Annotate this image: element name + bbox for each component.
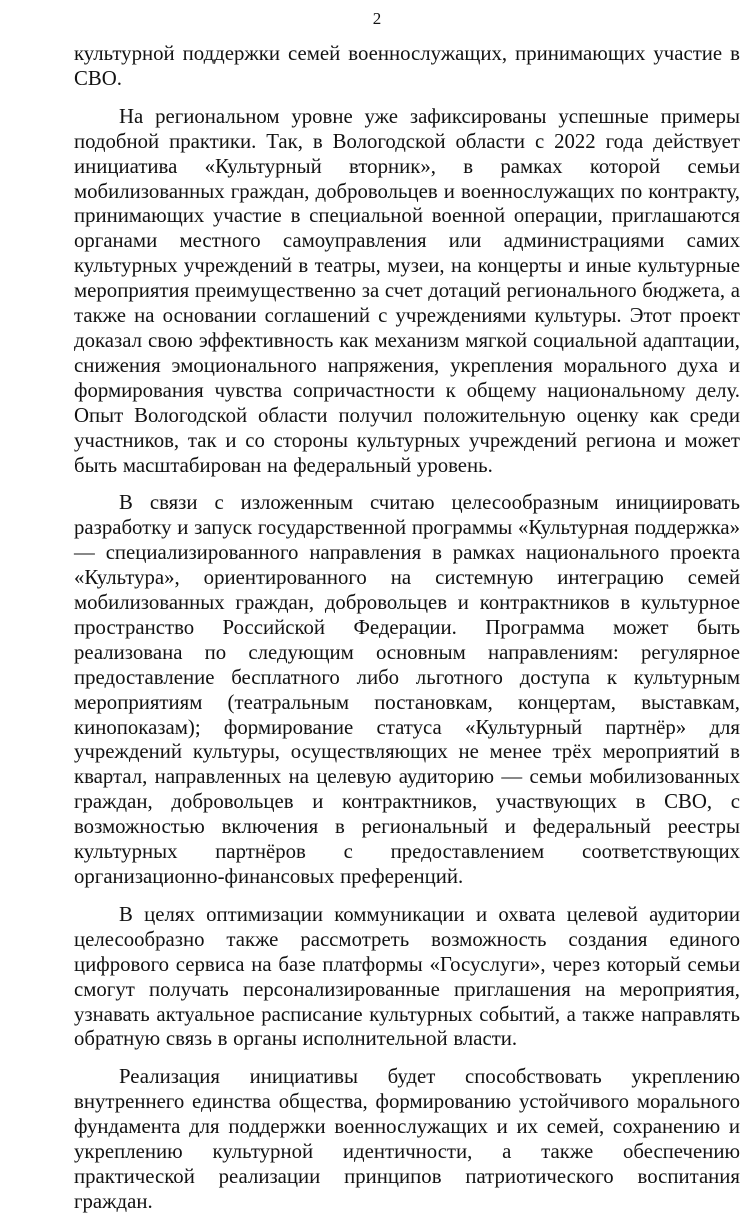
paragraph-digital-service: В целях оптимизации коммуникации и охвата целевой аудитории целесообразно также рассмотреть возможность создания единого цифрового сервиса на базе платформы «Госуслуги», через который семьи смогут получать персонализированные приглашения на мероприятия, узнавать актуальное расписание культурных событий, а также направлять обратную связь в органы исполнительной власти.	[74, 902, 740, 1051]
paragraph-continuation: культурной поддержки семей военнослужащих, принимающих участие в СВО.	[74, 42, 740, 90]
paragraph-regional-practice: На региональном уровне уже зафиксированы успешные примеры подобной практики. Так, в Вологодской области с 2022 года действует инициатива «Культурный вторник», в рамках которой семьи мобилизованных граждан, добровольцев и военнослужащих по контракту, принимающих участие в специальной военной операции, приглашаются органами местного самоуправления или администрациями самих культурных учреждений в театры, музеи, на концерты и иные культурные мероприятия преимущественно за счет дотаций регионального бюджета, а также на основании соглашений с учреждениями культуры. Этот проект доказал свою эффективность как механизм мягкой социальной адаптации, снижения эмоционального напряжения, укрепления морального духа и формирования чувства сопричастности к общему национальному делу. Опыт Вологодской области получил положительную оценку как среди участников, так и со стороны культурных учреждений региона и может быть масштабирован на федеральный уровень.	[74, 104, 740, 477]
page-number: 2	[372, 9, 382, 28]
paragraph-conclusion: Реализация инициативы будет способствовать укреплению внутреннего единства общества, формированию устойчивого морального фундамента для поддержки военнослужащих и их семей, сохранению и укреплению культурной идентичности, а также обеспечению практической реализации принципов патриотического воспитания граждан.	[74, 1065, 740, 1213]
paragraph-program-proposal: В связи с изложенным считаю целесообразным инициировать разработку и запуск государственной программы «Культурная поддержка» — специализированного направления в рамках национального проекта «Культура», ориентированного на системную интеграцию семей мобилизованных граждан, добровольцев и контрактников в культурное пространство Российской Федерации. Программа может быть реализована по следующим основным направлениям: регулярное предоставление бесплатного либо льготного доступа к культурным мероприятиям (театральным постановкам, концертам, выставкам, кинопоказам); формирование статуса «Культурный партнёр» для учреждений культуры, осуществляющих не менее трёх мероприятий в квартал, направленных на целевую аудиторию — семьи мобилизованных граждан, добровольцев и контрактников, участвующих в СВО, с возможностью включения в региональный и федеральный реестры культурных партнёров с предоставлением соответствующих организационно-финансовых преференций.	[74, 491, 740, 888]
